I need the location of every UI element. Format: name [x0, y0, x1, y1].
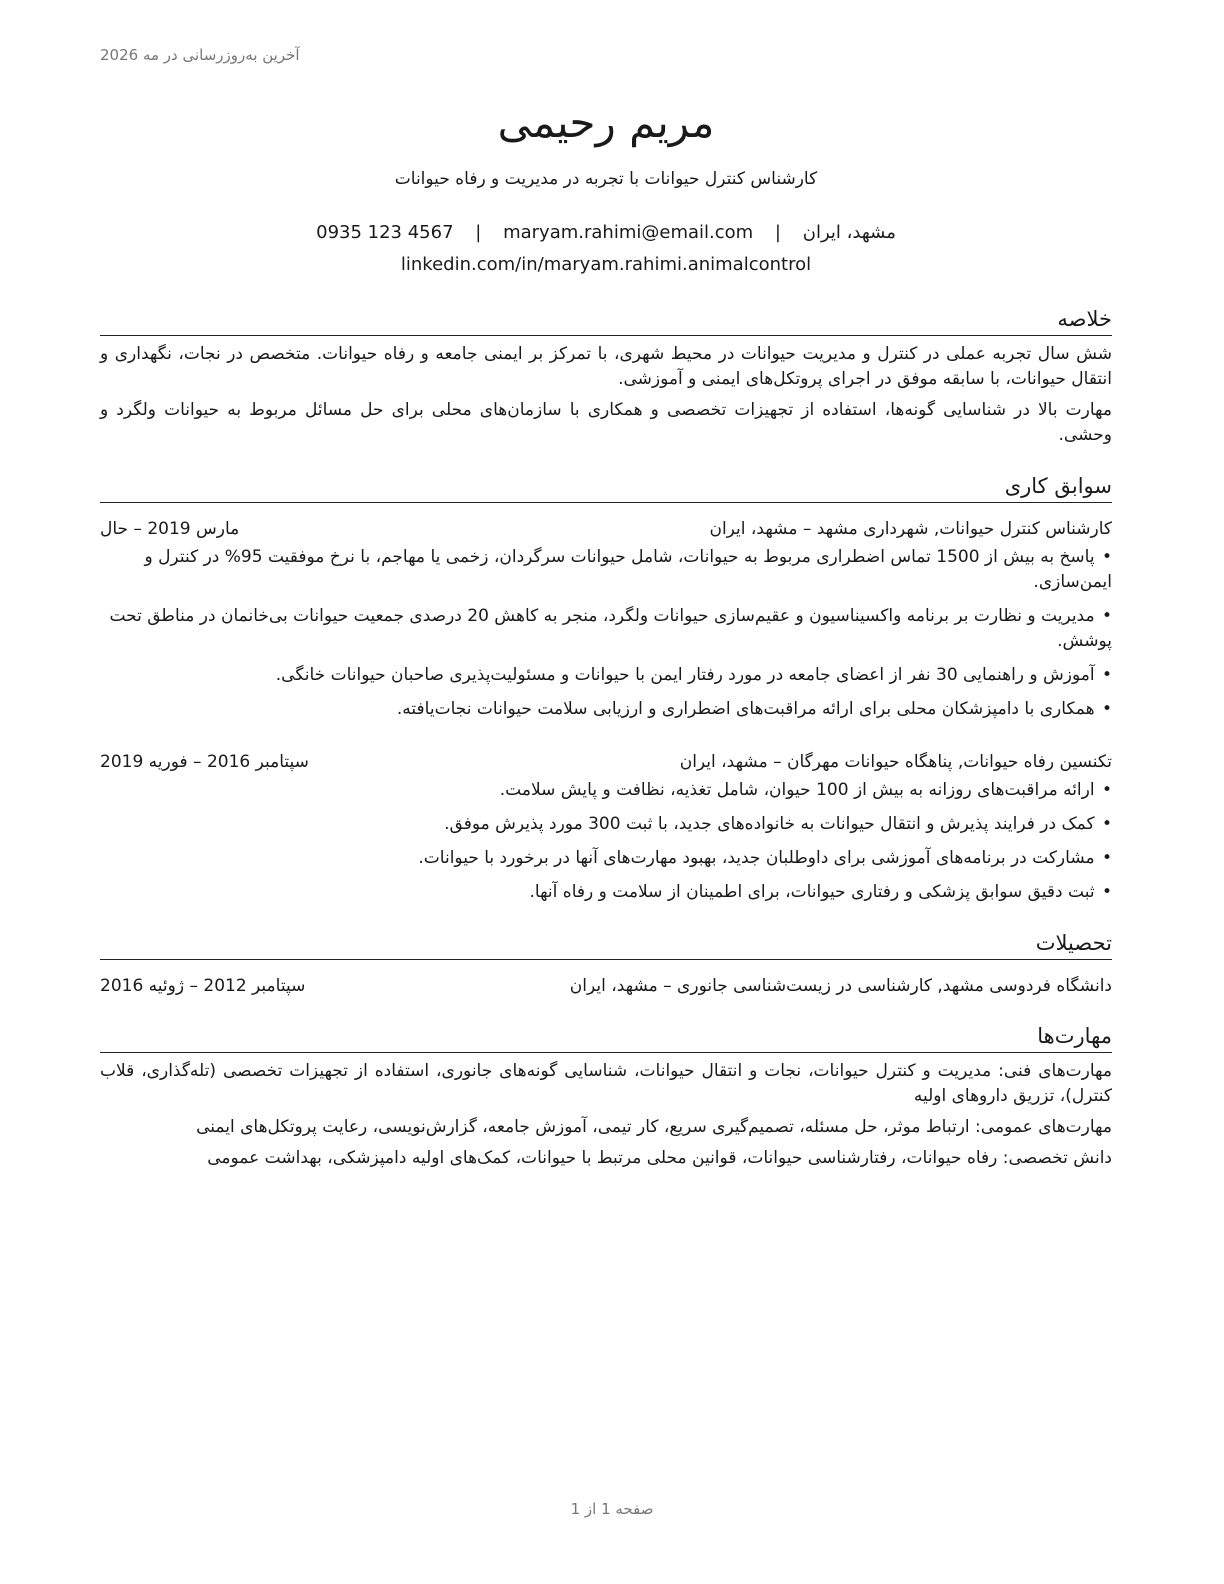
email-link[interactable]: maryam.rahimi@email.com — [503, 222, 754, 243]
location: مشهد، ایران — [802, 222, 896, 243]
bullet-text: پاسخ به بیش از 1500 تماس اضطراری مربوط به حیوانات، شامل حیوانات سرگردان، زخمی یا مهاجم، با نرخ موفقیت 95% در کنترل و ایمن‌سازی. — [144, 547, 1112, 592]
skills-line: دانش تخصصی: رفاه حیوانات، رفتارشناسی حیوانات، قوانین محلی مرتبط با حیوانات، کمک‌های اولیه دامپزشکی، بهداشت عمومی — [207, 1148, 1112, 1168]
candidate-name: مریم رحیمی — [497, 98, 715, 147]
linkedin-line — [100, 249, 1112, 281]
list-item — [100, 545, 1112, 595]
bullet-icon: • — [1101, 547, 1112, 567]
bullet-icon: • — [1101, 814, 1112, 834]
job-title: کارشناس کنترل حیوانات, شهرداری مشهد – مشهد، ایران — [709, 519, 1112, 539]
job-entry — [100, 750, 1112, 905]
page-number: صفحه 1 از 1 — [570, 1500, 654, 1518]
separator: | — [475, 222, 482, 243]
skills-line: مهارت‌های عمومی: ارتباط موثر، حل مسئله، تصمیم‌گیری سریع، کار تیمی، آموزش جامعه، گزارش‌نویسی، رعایت پروتکل‌های ایمنی — [196, 1117, 1112, 1137]
resume-content — [100, 95, 1112, 1171]
bullet-text: ثبت دقیق سوابق پزشکی و رفتاری حیوانات، برای اطمینان از سلامت و رفاه آنها. — [529, 882, 1095, 902]
bullet-text: مشارکت در برنامه‌های آموزشی برای داوطلبان جدید، بهبود مهارت‌های آنها در برخورد با حیوانات. — [418, 848, 1095, 868]
bullet-icon: • — [1101, 780, 1112, 800]
bullet-icon: • — [1101, 606, 1112, 626]
contact-line — [100, 217, 1112, 249]
list-item — [100, 697, 1112, 722]
list-item — [100, 604, 1112, 654]
job-header — [100, 750, 1112, 774]
education-entry — [100, 974, 1112, 998]
job-dates: مارس 2019 – حال — [100, 519, 240, 539]
bullet-text: آموزش و راهنمایی 30 نفر از اعضای جامعه در مورد رفتار ایمن با حیوانات و مسئولیت‌پذیری صاحبان حیوانات خانگی. — [275, 665, 1095, 685]
education-section-title: تحصیلات — [100, 929, 1112, 960]
experience-section-title: سوابق کاری — [100, 472, 1112, 503]
list-item — [100, 778, 1112, 803]
job-title: تکنسین رفاه حیوانات, پناهگاه حیوانات مهرگان – مشهد، ایران — [679, 752, 1112, 772]
phone-number: 0935 123 4567 — [316, 222, 454, 243]
bullet-text: ارائه مراقبت‌های روزانه به بیش از 100 حیوان، شامل تغذیه، نظافت و پایش سلامت. — [499, 780, 1095, 800]
skills-line: مهارت‌های فنی: مدیریت و کنترل حیوانات، نجات و انتقال حیوانات، شناسایی گونه‌های جانوری، استفاده از تجهیزات تخصصی (تله‌گذاری، قلاب کنترل)، تزریق داروهای اولیه — [100, 1061, 1112, 1106]
education-dates: سپتامبر 2012 – ژوئیه 2016 — [100, 976, 306, 996]
linkedin-link[interactable]: linkedin.com/in/maryam.rahimi.animalcontrol — [400, 254, 812, 275]
list-item — [100, 812, 1112, 837]
list-item — [100, 663, 1112, 688]
summary-paragraph: مهارت بالا در شناسایی گونه‌ها، استفاده از تجهیزات تخصصی و همکاری با سازمان‌های محلی برای حل مسائل مربوط به حیوانات ولگرد و وحشی. — [100, 400, 1112, 445]
summary-paragraph: شش سال تجربه عملی در کنترل و مدیریت حیوانات در محیط شهری، با تمرکز بر ایمنی جامعه و رفاه حیوانات. متخصص در نجات، نگهداری و انتقال حیوانات، با سابقه موفق در اجرای پروتکل‌های ایمنی و آموزشی. — [100, 344, 1112, 389]
bullet-icon: • — [1101, 665, 1112, 685]
job-dates: سپتامبر 2016 – فوریه 2019 — [100, 752, 309, 772]
job-header — [100, 517, 1112, 541]
list-item — [100, 880, 1112, 905]
bullet-text: مدیریت و نظارت بر برنامه واکسیناسیون و عقیم‌سازی حیوانات ولگرد، منجر به کاهش 20 درصدی جمعیت حیوانات بی‌خانمان در مناطق تحت پوشش. — [109, 606, 1112, 651]
bullet-icon: • — [1101, 882, 1112, 902]
job-bullets — [100, 545, 1112, 722]
bullet-icon: • — [1101, 848, 1112, 868]
summary-section-title: خلاصه — [100, 305, 1112, 336]
last-updated-note: آخرین به‌روزرسانی در مه 2026 — [100, 46, 300, 64]
job-bullets — [100, 778, 1112, 905]
separator: | — [774, 222, 781, 243]
skills-section-title: مهارت‌ها — [100, 1022, 1112, 1053]
candidate-headline: کارشناس کنترل حیوانات با تجربه در مدیریت و رفاه حیوانات — [394, 169, 818, 189]
bullet-icon: • — [1101, 699, 1112, 719]
education-title: دانشگاه فردوسی مشهد, کارشناسی در زیست‌شناسی جانوری – مشهد، ایران — [569, 976, 1112, 996]
job-entry — [100, 517, 1112, 722]
list-item — [100, 846, 1112, 871]
bullet-text: همکاری با دامپزشکان محلی برای ارائه مراقبت‌های اضطراری و ارزیابی سلامت حیوانات نجات‌یافته. — [396, 699, 1095, 719]
bullet-text: کمک در فرایند پذیرش و انتقال حیوانات به خانواده‌های جدید، با ثبت 300 مورد پذیرش موفق. — [444, 814, 1095, 834]
